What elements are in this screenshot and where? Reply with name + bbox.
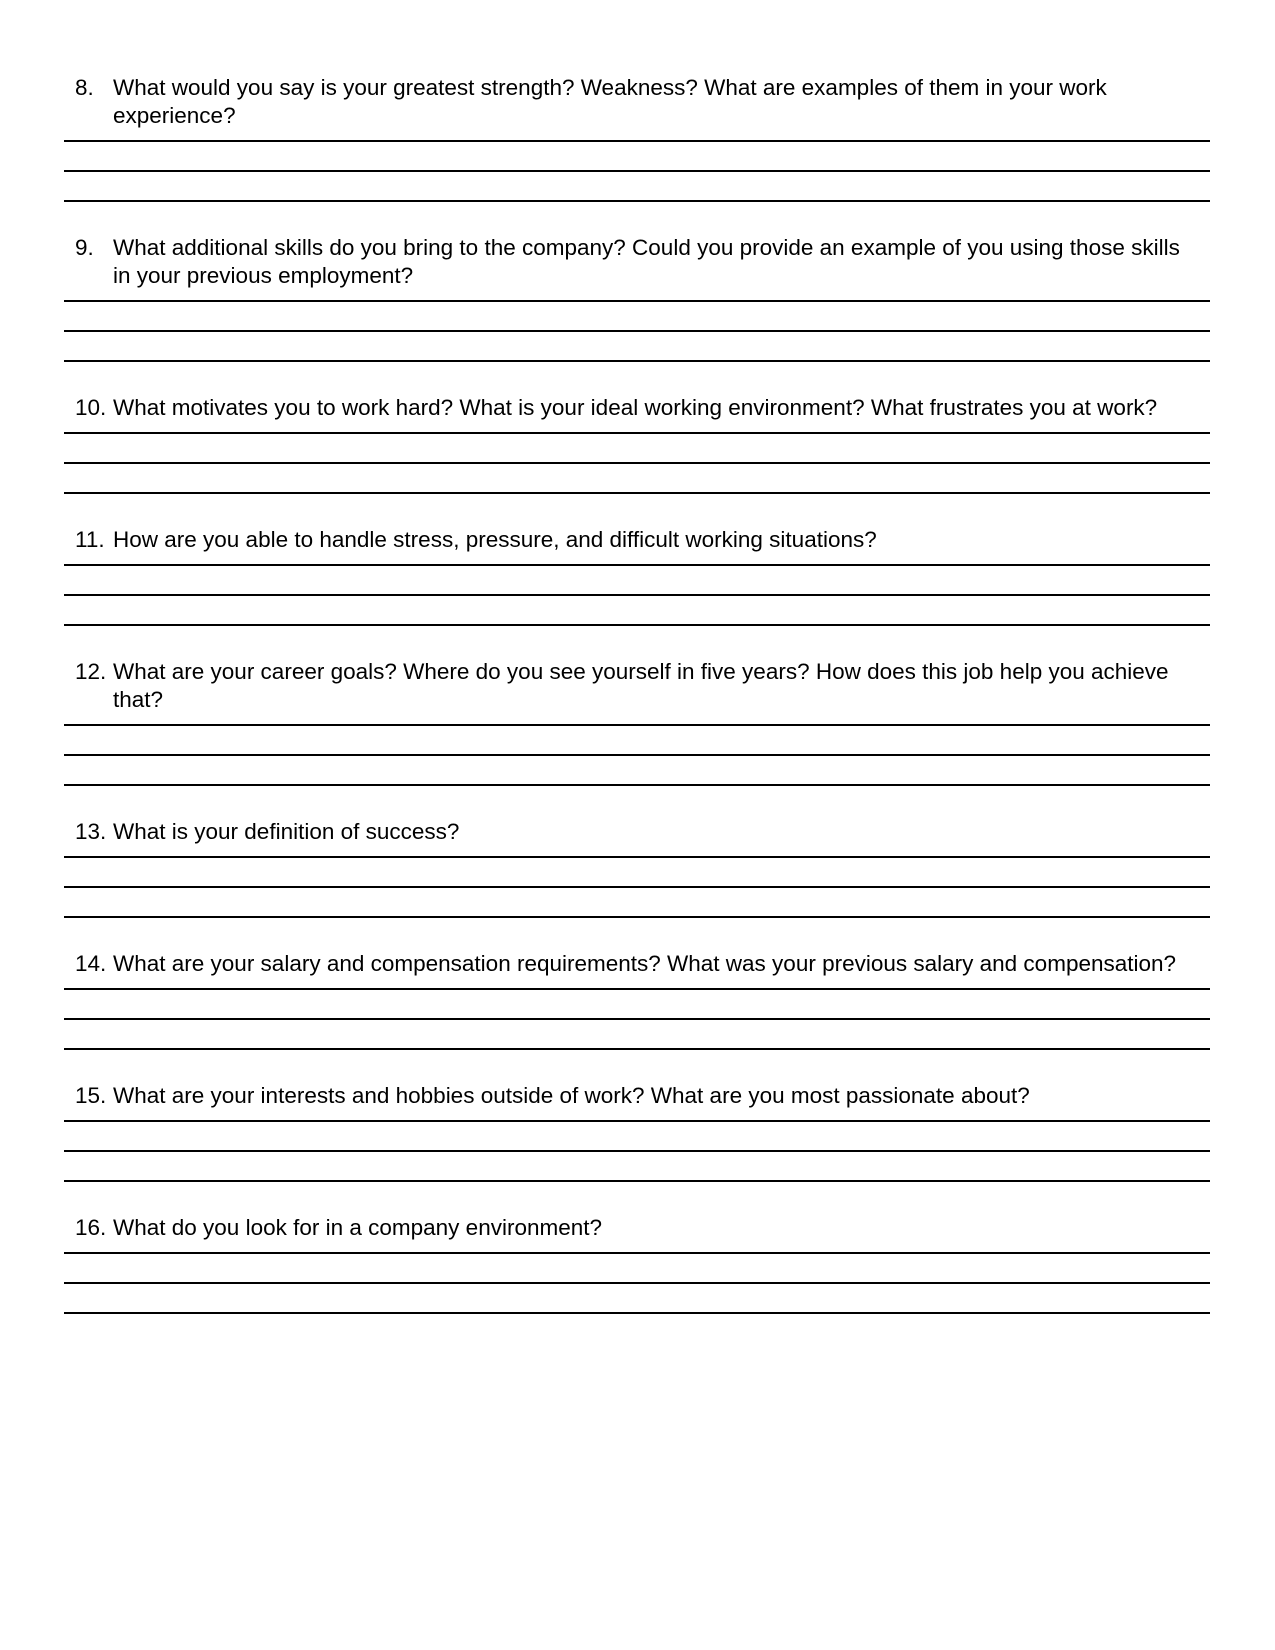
question-text <box>75 1082 1203 1110</box>
answer-line[interactable] <box>64 886 1210 888</box>
question-prompt: What would you say is your greatest strength? Weakness? What are examples of them in your work experience? <box>113 75 1107 128</box>
answer-line[interactable] <box>64 1252 1210 1254</box>
question-15 <box>64 1082 1210 1182</box>
question-prompt: What are your interests and hobbies outside of work? What are you most passionate about? <box>113 1083 1030 1108</box>
question-number: 8. <box>75 75 94 100</box>
answer-area[interactable] <box>64 1252 1210 1314</box>
answer-line[interactable] <box>64 140 1210 142</box>
answer-line[interactable] <box>64 200 1210 202</box>
answer-area[interactable] <box>64 300 1210 362</box>
answer-line[interactable] <box>64 1048 1210 1050</box>
question-text <box>75 950 1203 978</box>
answer-line[interactable] <box>64 724 1210 726</box>
question-14 <box>64 950 1210 1050</box>
answer-area[interactable] <box>64 564 1210 626</box>
question-list <box>64 74 1210 1314</box>
question-text <box>75 818 1203 846</box>
question-9 <box>64 234 1210 362</box>
question-number: 14. <box>75 951 107 976</box>
question-prompt: What is your definition of success? <box>113 819 460 844</box>
answer-line[interactable] <box>64 170 1210 172</box>
question-prompt: What are your salary and compensation requirements? What was your previous salary and compensation? <box>113 951 1177 976</box>
question-number: 9. <box>75 235 94 260</box>
question-number: 10. <box>75 395 107 420</box>
answer-line[interactable] <box>64 1018 1210 1020</box>
question-prompt: What are your career goals? Where do you see yourself in five years? How does this job help you achieve that? <box>113 659 1169 712</box>
answer-line[interactable] <box>64 300 1210 302</box>
answer-line[interactable] <box>64 1282 1210 1284</box>
answer-line[interactable] <box>64 432 1210 434</box>
answer-line[interactable] <box>64 1180 1210 1182</box>
answer-line[interactable] <box>64 492 1210 494</box>
question-text <box>75 234 1203 290</box>
answer-line[interactable] <box>64 624 1210 626</box>
question-prompt: How are you able to handle stress, pressure, and difficult working situations? <box>113 527 877 552</box>
answer-line[interactable] <box>64 1312 1210 1314</box>
answer-area[interactable] <box>64 140 1210 202</box>
question-16 <box>64 1214 1210 1314</box>
answer-line[interactable] <box>64 564 1210 566</box>
answer-line[interactable] <box>64 330 1210 332</box>
answer-area[interactable] <box>64 856 1210 918</box>
question-11 <box>64 526 1210 626</box>
question-text <box>75 526 1203 554</box>
question-prompt: What additional skills do you bring to the company? Could you provide an example of you using those skills in your previous employment? <box>113 235 1180 288</box>
answer-area[interactable] <box>64 432 1210 494</box>
answer-area[interactable] <box>64 724 1210 786</box>
question-number: 12. <box>75 659 107 684</box>
question-prompt: What do you look for in a company environment? <box>113 1215 603 1240</box>
answer-line[interactable] <box>64 1120 1210 1122</box>
question-text <box>75 394 1203 422</box>
question-number: 13. <box>75 819 107 844</box>
question-12 <box>64 658 1210 786</box>
question-13 <box>64 818 1210 918</box>
question-number: 11. <box>75 527 105 552</box>
answer-area[interactable] <box>64 988 1210 1050</box>
answer-line[interactable] <box>64 462 1210 464</box>
question-text <box>75 74 1203 130</box>
question-text <box>75 1214 1203 1242</box>
question-number: 16. <box>75 1215 107 1240</box>
question-10 <box>64 394 1210 494</box>
question-8 <box>64 74 1210 202</box>
question-number: 15. <box>75 1083 107 1108</box>
answer-area[interactable] <box>64 1120 1210 1182</box>
answer-line[interactable] <box>64 1150 1210 1152</box>
answer-line[interactable] <box>64 856 1210 858</box>
answer-line[interactable] <box>64 594 1210 596</box>
question-prompt: What motivates you to work hard? What is your ideal working environment? What frustrates you at work? <box>113 395 1158 420</box>
answer-line[interactable] <box>64 360 1210 362</box>
answer-line[interactable] <box>64 754 1210 756</box>
answer-line[interactable] <box>64 988 1210 990</box>
question-text <box>75 658 1203 714</box>
answer-line[interactable] <box>64 916 1210 918</box>
answer-line[interactable] <box>64 784 1210 786</box>
